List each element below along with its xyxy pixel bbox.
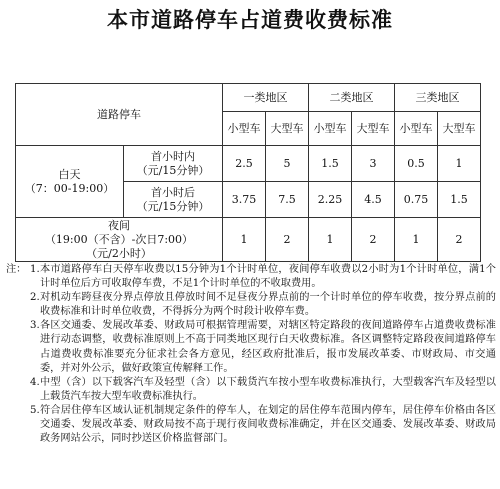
page-title: 本市道路停车占道费收费标准 (107, 8, 393, 32)
price-cell: 3 (352, 146, 395, 182)
note-item (6, 319, 496, 375)
table-row (16, 146, 481, 182)
note-number: 5. (30, 404, 40, 416)
night-label-cell (16, 218, 223, 262)
price-cell: 4.5 (352, 182, 395, 218)
note-number: 2. (30, 292, 40, 304)
vehicle-type-small: 小型车 (309, 112, 352, 146)
price-cell: 1 (223, 218, 266, 262)
note-text: 对机动车跨昼夜分界点停放且停放时间不足昼夜分界点前的一个计时单位的停车收费，按分界点前的收费标准和计时单位收费，不得拆分为两个时段计收停车费。 (40, 292, 496, 318)
table-row (16, 218, 481, 262)
night-unit: （元/2小时） (86, 246, 152, 260)
price-cell: 1 (309, 218, 352, 262)
price-cell: 5 (266, 146, 309, 182)
note-item (6, 376, 496, 404)
first-hour-label: 首小时内 (151, 149, 195, 163)
price-cell: 1 (438, 146, 481, 182)
note-number: 1. (30, 264, 40, 275)
daytime-label-cell (16, 146, 124, 218)
note-item (6, 291, 496, 319)
daytime-label: 白天 (58, 167, 81, 181)
price-cell: 0.75 (395, 182, 438, 218)
price-cell: 1.5 (309, 146, 352, 182)
note-text: 各区交通委、发展改革委、财政局可根据管理需要，对辖区特定路段的夜间道路停车占道费收费标准进行动态调整，收费标准原则上不高于同类地区现行白天收费标准。各区调整特定路段夜间道路停车占道费收费标准要充分征求社会各方意见，经区政府批准后，报市发展改革委、市财政局、市交通委，并对外公示，做好政策宣传解释工作。 (40, 320, 496, 374)
note-text: 符合居住停车区域认证机制规定条件的停车人，在划定的居住停车范围内停车，居住停车价格由各区交通委、发展改革委、财政局按不高于现行夜间收费标准确定，并在区交通委、发展改革委、财政局政务网站公示，同时抄送区价格监督部门。 (40, 404, 496, 445)
price-cell: 3.75 (223, 182, 266, 218)
vehicle-type-small: 小型车 (395, 112, 438, 146)
after-hour-unit: （元/15分钟） (136, 199, 210, 213)
night-time: （19:00（不含）-次日7:00） (44, 232, 194, 246)
note-number: 4. (30, 376, 40, 388)
price-cell: 1.5 (438, 182, 481, 218)
note-number: 3. (30, 320, 40, 332)
vehicle-type-large: 大型车 (266, 112, 309, 146)
night-label: 夜间 (108, 218, 130, 232)
vehicle-type-small: 小型车 (223, 112, 266, 146)
price-cell: 2 (438, 218, 481, 262)
notes-label: 注： (6, 264, 27, 275)
notes-section (6, 263, 496, 446)
daytime-time: （7：00-19:00） (24, 181, 115, 195)
zone-header-1: 一类地区 (223, 84, 309, 112)
note-item (6, 263, 496, 291)
first-hour-unit: （元/15分钟） (136, 163, 210, 177)
after-hour-label: 首小时后 (151, 185, 195, 199)
note-text: 中型（含）以下载客汽车及轻型（含）以下载货汽车按小型车收费标准执行，大型载客汽车及轻型以上载货汽车按大型车收费标准执行。 (40, 376, 496, 402)
price-cell: 2.5 (223, 146, 266, 182)
first-hour-label-cell (124, 146, 223, 182)
price-cell: 2.25 (309, 182, 352, 218)
price-cell: 0.5 (395, 146, 438, 182)
zone-header-3: 三类地区 (395, 84, 481, 112)
parking-fee-table (15, 83, 481, 262)
price-cell: 2 (266, 218, 309, 262)
zone-header-2: 二类地区 (309, 84, 395, 112)
vehicle-type-large: 大型车 (352, 112, 395, 146)
price-cell: 1 (395, 218, 438, 262)
price-cell: 2 (352, 218, 395, 262)
price-cell: 7.5 (266, 182, 309, 218)
table-corner-header: 道路停车 (16, 84, 223, 146)
after-hour-label-cell (124, 182, 223, 218)
note-text: 本市道路停车白天停车收费以15分钟为1个计时单位，夜间停车收费以2小时为1个计时单位，满1个计时单位后方可收取停车费，不足1个计时单位的不收取费用。 (40, 264, 496, 290)
note-item (6, 404, 496, 446)
vehicle-type-large: 大型车 (438, 112, 481, 146)
